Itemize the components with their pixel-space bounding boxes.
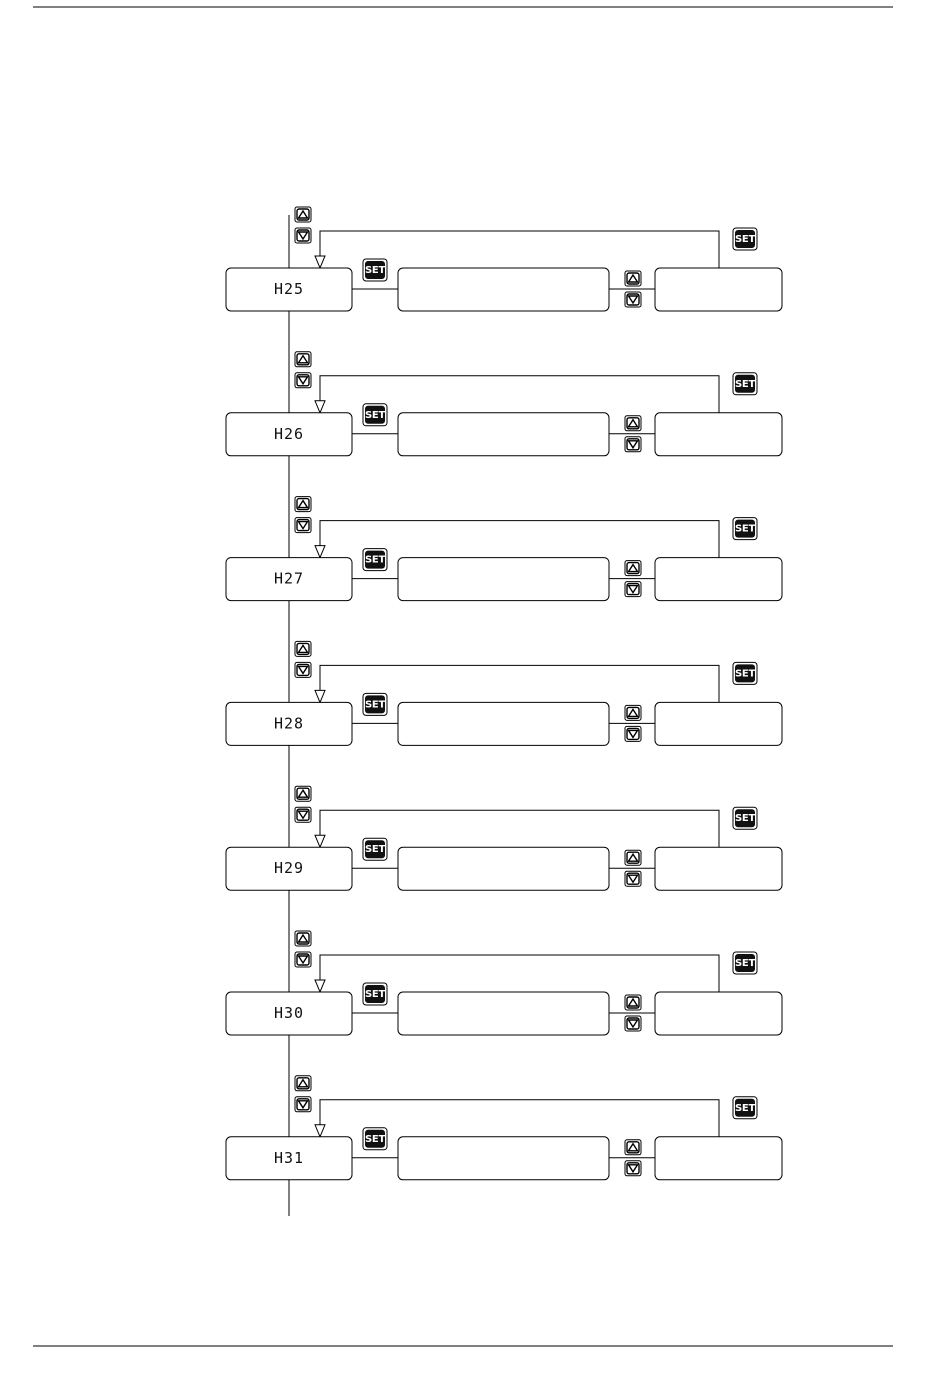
- set-key-icon: [733, 662, 757, 684]
- set-key-label: SET: [365, 409, 385, 421]
- flow-step: [226, 1076, 782, 1180]
- description-box: [398, 558, 609, 601]
- set-key-label: SET: [735, 523, 755, 535]
- set-key-label: SET: [735, 813, 755, 825]
- up-arrow-key-icon: [625, 271, 641, 286]
- up-arrow-key-icon: [295, 352, 311, 367]
- down-arrow-key-icon: [295, 807, 311, 822]
- down-arrow-key-icon: [295, 952, 311, 967]
- parameter-code: H29: [273, 859, 305, 878]
- up-arrow-key-icon: [295, 207, 311, 222]
- set-key-label: SET: [365, 989, 385, 1000]
- set-key-label: SET: [365, 265, 385, 276]
- set-key-icon: [733, 518, 757, 540]
- flow-step: [226, 641, 782, 745]
- flow-step: [226, 786, 782, 890]
- down-arrow-key-icon: [625, 292, 641, 307]
- value-box: [655, 413, 782, 456]
- set-key-icon: [733, 952, 757, 974]
- down-arrow-key-icon: [295, 518, 311, 533]
- set-key-label: SET: [735, 378, 755, 390]
- return-arrowhead: [315, 256, 325, 268]
- set-key-icon: [363, 1128, 387, 1150]
- value-box: [655, 702, 782, 745]
- up-arrow-key-icon: [295, 931, 311, 946]
- value-box: [655, 1137, 782, 1180]
- set-key-icon: [363, 404, 387, 426]
- down-arrow-key-icon: [625, 1161, 641, 1176]
- set-key-label: SET: [735, 668, 755, 680]
- flow-step: [226, 352, 782, 456]
- parameter-code: H31: [273, 1148, 305, 1167]
- flow-step: [226, 931, 782, 1035]
- parameter-code: H27: [273, 569, 305, 588]
- parameter-code: H30: [273, 1004, 305, 1022]
- description-box: [398, 847, 609, 890]
- set-key-icon: [733, 1097, 757, 1119]
- value-box: [655, 992, 782, 1035]
- up-arrow-key-icon: [625, 995, 641, 1010]
- steps-group: [226, 207, 782, 1180]
- set-key-label: SET: [735, 958, 755, 969]
- down-arrow-key-icon: [625, 726, 641, 741]
- up-arrow-key-icon: [295, 786, 311, 801]
- set-key-icon: [733, 373, 757, 395]
- set-key-label: SET: [365, 699, 385, 711]
- return-arrowhead: [315, 980, 325, 992]
- down-arrow-key-icon: [625, 437, 641, 452]
- set-key-label: SET: [365, 1133, 385, 1145]
- parameter-code: H26: [273, 424, 305, 443]
- return-arrowhead: [315, 401, 325, 413]
- description-box: [398, 268, 609, 311]
- flow-step: [226, 497, 782, 601]
- down-arrow-key-icon: [625, 582, 641, 597]
- parameter-code: H25: [273, 280, 305, 298]
- return-arrowhead: [315, 835, 325, 847]
- set-key-icon: [363, 838, 387, 860]
- up-arrow-key-icon: [625, 705, 641, 720]
- up-arrow-key-icon: [295, 641, 311, 656]
- set-key-icon: [733, 807, 757, 829]
- up-arrow-key-icon: [625, 561, 641, 576]
- description-box: [398, 1137, 609, 1180]
- down-arrow-key-icon: [625, 871, 641, 886]
- description-box: [398, 992, 609, 1035]
- set-key-label: SET: [365, 844, 385, 856]
- down-arrow-key-icon: [295, 1097, 311, 1112]
- set-key-icon: [363, 983, 387, 1005]
- set-key-icon: [733, 228, 757, 250]
- set-key-icon: [363, 549, 387, 571]
- up-arrow-key-icon: [625, 416, 641, 431]
- down-arrow-key-icon: [295, 228, 311, 243]
- set-key-label: SET: [735, 234, 755, 245]
- set-key-label: SET: [365, 554, 385, 566]
- up-arrow-key-icon: [625, 850, 641, 865]
- set-key-icon: [363, 693, 387, 715]
- set-key-icon: [363, 259, 387, 281]
- description-box: [398, 702, 609, 745]
- return-arrowhead: [315, 690, 325, 702]
- down-arrow-key-icon: [625, 1016, 641, 1031]
- up-arrow-key-icon: [295, 497, 311, 512]
- up-arrow-key-icon: [295, 1076, 311, 1091]
- value-box: [655, 268, 782, 311]
- value-box: [655, 558, 782, 601]
- return-arrowhead: [315, 546, 325, 558]
- down-arrow-key-icon: [295, 373, 311, 388]
- down-arrow-key-icon: [295, 662, 311, 677]
- up-arrow-key-icon: [625, 1140, 641, 1155]
- value-box: [655, 847, 782, 890]
- return-arrowhead: [315, 1125, 325, 1137]
- flow-step: [226, 207, 782, 311]
- parameter-code: H28: [273, 714, 305, 733]
- description-box: [398, 413, 609, 456]
- set-key-label: SET: [735, 1102, 755, 1114]
